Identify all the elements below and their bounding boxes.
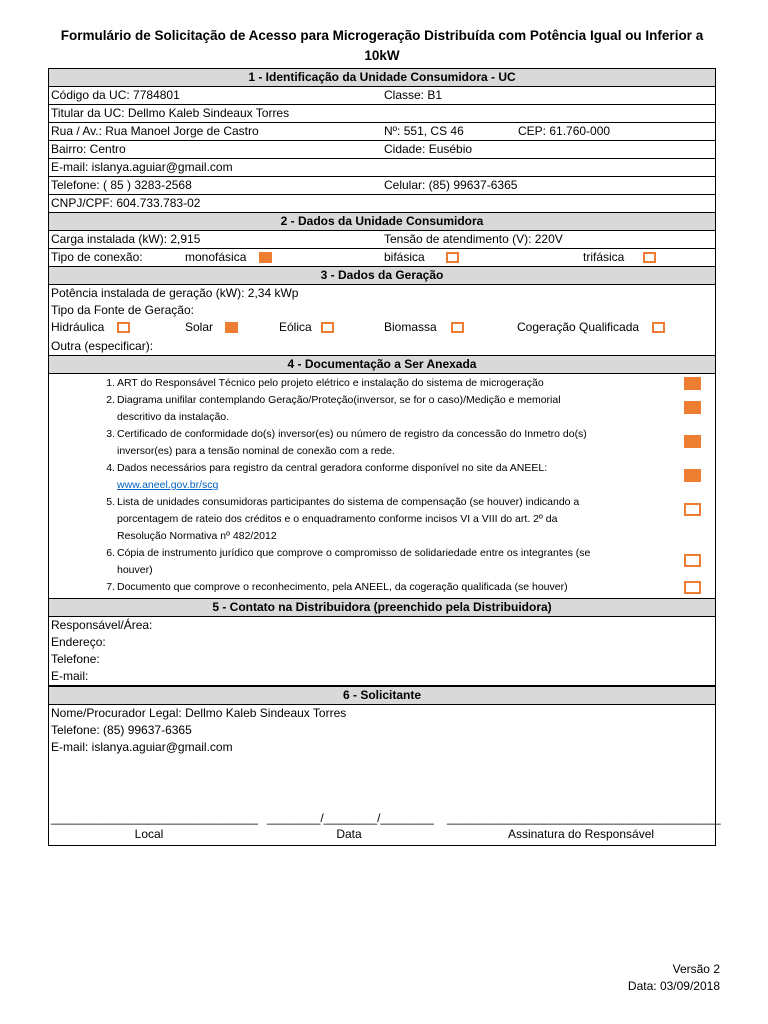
bifasica-label: bifásica: [384, 250, 425, 264]
numero-field[interactable]: Nº: 551, CS 46: [384, 124, 464, 138]
document-item-text: Certificado de conformidade do(s) inversor(es) ou número de registro da concessão do Inmetro do(s): [117, 428, 587, 440]
footer-date: Data: 03/09/2018: [627, 979, 720, 993]
row-bairro: [49, 141, 715, 159]
document-item-checkbox[interactable]: [684, 469, 701, 482]
row-carga: [49, 231, 715, 249]
document-item-text: Lista de unidades consumidoras participantes do sistema de compensação (se houver) indicando a: [117, 496, 580, 508]
document-item-checkbox[interactable]: [684, 377, 701, 390]
trifasica-label: trifásica: [583, 250, 625, 264]
cnpj-field[interactable]: CNPJ/CPF: 604.733.783-02: [51, 196, 201, 210]
row-telefone: [49, 177, 715, 195]
document-item-number: 3.: [106, 428, 115, 440]
form-title: Formulário de Solicitação de Acesso para Microgeração Distribuída com Potência Igual ou Inferior a 10kW: [60, 28, 704, 63]
solar-checkbox[interactable]: [225, 322, 238, 333]
document-item-text: Resolução Normativa nº 482/2012: [117, 530, 277, 542]
assinatura-label: Assinatura do Responsável: [507, 827, 655, 841]
aneel-link[interactable]: www.aneel.gov.br/scg: [117, 479, 219, 491]
bairro-field[interactable]: Bairro: Centro: [51, 142, 126, 156]
document-item-text: inversor(es) para a tensão nominal de conexão com a rede.: [117, 445, 395, 457]
document-item-checkbox[interactable]: [684, 503, 701, 516]
cep-field[interactable]: CEP: 61.760-000: [518, 124, 611, 138]
local-line[interactable]: _______________________________: [51, 811, 258, 825]
hidraulica-checkbox[interactable]: [117, 322, 130, 333]
assinatura-line[interactable]: _________________________________________: [447, 811, 721, 825]
section-4-header: 4 - Documentação a Ser Anexada: [49, 356, 715, 374]
rua-field[interactable]: Rua / Av.: Rua Manoel Jorge de Castro: [51, 124, 259, 138]
nome-field[interactable]: Nome/Procurador Legal: Dellmo Kaleb Sindeaux Torres: [51, 706, 347, 720]
document-list: [49, 374, 715, 599]
responsavel-field[interactable]: Responsável/Área:: [51, 618, 153, 632]
biomassa-checkbox[interactable]: [451, 322, 464, 333]
document-item-number: 7.: [106, 581, 115, 593]
biomassa-label: Biomassa: [384, 320, 437, 334]
document-item-text: Diagrama unifilar contemplando Geração/Proteção(inversor, se for o caso)/Medição e memorial: [117, 394, 561, 406]
geracao-block: [49, 285, 715, 356]
data-label: Data: [336, 827, 362, 841]
document-item-number: 6.: [106, 547, 115, 559]
solicitante-block: [49, 705, 721, 845]
outra-field[interactable]: Outra (especificar):: [51, 339, 154, 353]
access-request-form: [48, 68, 721, 846]
document-item-checkbox[interactable]: [684, 581, 701, 594]
potencia-field[interactable]: Potência instalada de geração (kW): 2,34 kWp: [51, 286, 299, 300]
cidade-field[interactable]: Cidade: Eusébio: [384, 142, 473, 156]
contato-telefone-field[interactable]: Telefone:: [51, 652, 100, 666]
tensao-field[interactable]: Tensão de atendimento (V): 220V: [384, 232, 563, 246]
document-item-number: 5.: [106, 496, 115, 508]
solicitante-email-field[interactable]: E-mail: islanya.aguiar@gmail.com: [51, 740, 233, 754]
codigo-uc-field[interactable]: Código da UC: 7784801: [51, 88, 180, 102]
solicitante-telefone-field[interactable]: Telefone: (85) 99637-6365: [51, 723, 192, 737]
section-6-header: 6 - Solicitante: [49, 686, 715, 705]
titular-field[interactable]: Titular da UC: Dellmo Kaleb Sindeaux Torres: [51, 106, 290, 120]
document-item: [49, 426, 715, 460]
endereco-field[interactable]: Endereço:: [51, 635, 106, 649]
celular-field[interactable]: Celular: (85) 99637-6365: [384, 178, 518, 192]
document-item-text: descritivo da instalação.: [117, 411, 230, 423]
hidraulica-label: Hidráulica: [51, 320, 105, 334]
cogeracao-label: Cogeração Qualificada: [517, 320, 640, 334]
section-2-header: 2 - Dados da Unidade Consumidora: [49, 213, 715, 231]
section-3-header: 3 - Dados da Geração: [49, 267, 715, 285]
row-email: [49, 159, 715, 177]
document-item: [49, 545, 715, 579]
document-item-text: houver): [117, 564, 153, 576]
section-5-header: 5 - Contato na Distribuidora (preenchido pela Distribuidora): [49, 599, 715, 617]
eolica-checkbox[interactable]: [321, 322, 334, 333]
carga-field[interactable]: Carga instalada (kW): 2,915: [51, 232, 201, 246]
document-item: [49, 392, 715, 426]
document-item-number: 1.: [106, 377, 115, 389]
contato-block: [49, 617, 715, 686]
document-item-checkbox[interactable]: [684, 554, 701, 567]
local-label: Local: [134, 827, 164, 841]
email-field[interactable]: E-mail: islanya.aguiar@gmail.com: [51, 160, 233, 174]
monofasica-label: monofásica: [185, 250, 247, 264]
tipo-fonte-label: Tipo da Fonte de Geração:: [51, 303, 194, 317]
document-item-text: Dados necessários para registro da central geradora conforme disponível no site da ANEEL:: [117, 462, 548, 474]
solar-label: Solar: [185, 320, 214, 334]
row-titular: [49, 105, 715, 123]
document-item-text: porcentagem de rateio dos créditos e o enquadramento conforme incisos VI a VIII do art. 2º da: [117, 513, 558, 525]
fonte-options: [49, 319, 715, 338]
document-item: [49, 579, 715, 596]
document-item-number: 4.: [106, 462, 115, 474]
document-item-checkbox[interactable]: [684, 435, 701, 448]
eolica-label: Eólica: [279, 320, 312, 334]
document-item-text: ART do Responsável Técnico pelo projeto elétrico e instalação do sistema de microgeração: [117, 377, 544, 389]
row-endereco: [49, 123, 715, 141]
tipo-conexao-label: Tipo de conexão:: [51, 250, 143, 264]
trifasica-checkbox[interactable]: [643, 252, 656, 263]
contato-email-field[interactable]: E-mail:: [51, 669, 89, 683]
document-item: [49, 375, 715, 392]
document-item: [49, 460, 715, 494]
bifasica-checkbox[interactable]: [446, 252, 459, 263]
document-item-checkbox[interactable]: [684, 401, 701, 414]
section-1-header: 1 - Identificação da Unidade Consumidora - UC: [49, 69, 715, 87]
footer-version: Versão 2: [672, 962, 720, 976]
document-item: [49, 494, 715, 545]
document-item-text: Cópia de instrumento jurídico que comprove o compromisso de solidariedade entre os integrantes (se: [117, 547, 591, 559]
row-tipo-conexao: [49, 249, 715, 267]
classe-field[interactable]: Classe: B1: [384, 88, 443, 102]
telefone-field[interactable]: Telefone: ( 85 ) 3283-2568: [51, 178, 192, 192]
data-line[interactable]: ________/________/________: [267, 811, 434, 825]
row-cnpj: [49, 195, 715, 213]
row-codigo: [49, 87, 715, 105]
monofasica-checkbox[interactable]: [259, 252, 272, 263]
document-item-text: Documento que comprove o reconhecimento, pela ANEEL, da cogeração qualificada (se houver): [117, 581, 568, 593]
document-item-number: 2.: [106, 394, 115, 406]
cogeracao-checkbox[interactable]: [652, 322, 665, 333]
